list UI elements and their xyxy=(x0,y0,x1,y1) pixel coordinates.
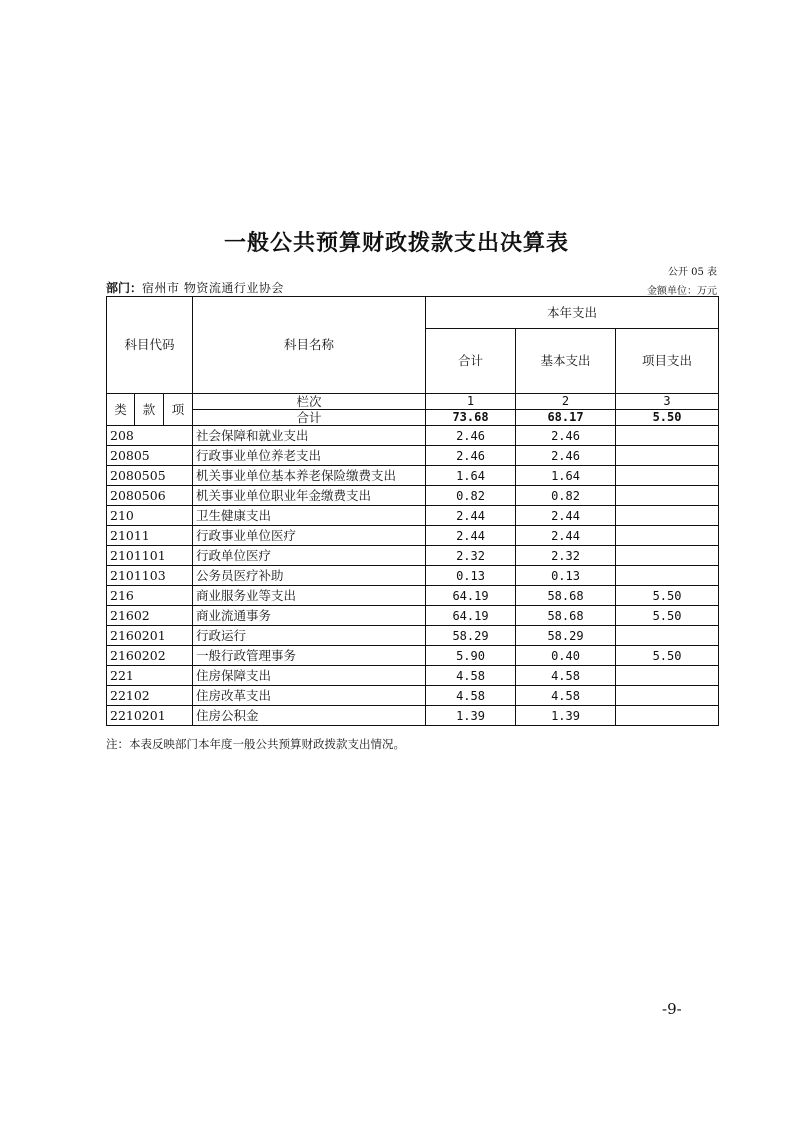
header-total: 合计 xyxy=(426,329,516,394)
report-title: 一般公共预算财政拨款支出决算表 xyxy=(223,231,569,256)
table-row xyxy=(107,586,719,606)
sum-basic: 68.17 xyxy=(516,410,616,426)
row-project xyxy=(616,486,719,506)
column-index-label: 栏次 xyxy=(193,394,426,410)
row-basic: 1.64 xyxy=(516,466,616,486)
row-basic: 0.13 xyxy=(516,566,616,586)
row-total: 58.29 xyxy=(426,626,516,646)
row-subject-name: 社会保障和就业支出 xyxy=(193,426,426,446)
row-code: 216 xyxy=(107,586,193,606)
row-project xyxy=(616,566,719,586)
row-basic: 4.58 xyxy=(516,686,616,706)
sum-total: 73.68 xyxy=(426,410,516,426)
row-code: 2101103 xyxy=(107,566,193,586)
row-project: 5.50 xyxy=(616,586,719,606)
row-total: 2.46 xyxy=(426,446,516,466)
row-subject-name: 商业流通事务 xyxy=(193,606,426,626)
row-basic: 0.82 xyxy=(516,486,616,506)
row-total: 4.58 xyxy=(426,686,516,706)
row-subject-name: 住房改革支出 xyxy=(193,686,426,706)
row-total: 1.64 xyxy=(426,466,516,486)
header-current-year-expenditure: 本年支出 xyxy=(426,297,719,329)
table-row xyxy=(107,466,719,486)
header-xiang: 项 xyxy=(164,394,193,426)
row-total: 0.13 xyxy=(426,566,516,586)
page-number: -9- xyxy=(662,1000,682,1018)
row-project xyxy=(616,426,719,446)
table-row xyxy=(107,646,719,666)
row-basic: 0.40 xyxy=(516,646,616,666)
row-code: 20805 xyxy=(107,446,193,466)
row-code: 208 xyxy=(107,426,193,446)
row-subject-name: 行政事业单位养老支出 xyxy=(193,446,426,466)
row-code: 2160202 xyxy=(107,646,193,666)
row-code: 21602 xyxy=(107,606,193,626)
row-total: 2.46 xyxy=(426,426,516,446)
row-project: 5.50 xyxy=(616,646,719,666)
row-basic: 58.68 xyxy=(516,586,616,606)
department-label: 部门： xyxy=(106,281,143,295)
row-total: 2.32 xyxy=(426,546,516,566)
header-lei: 类 xyxy=(107,394,135,426)
row-total: 2.44 xyxy=(426,506,516,526)
row-subject-name: 卫生健康支出 xyxy=(193,506,426,526)
row-total: 64.19 xyxy=(426,606,516,626)
table-row xyxy=(107,486,719,506)
table-row xyxy=(107,526,719,546)
header-basic-expenditure: 基本支出 xyxy=(516,329,616,394)
table-row xyxy=(107,506,719,526)
row-project xyxy=(616,446,719,466)
row-project xyxy=(616,526,719,546)
row-basic: 4.58 xyxy=(516,666,616,686)
row-code: 2160201 xyxy=(107,626,193,646)
row-code: 2080506 xyxy=(107,486,193,506)
row-code: 221 xyxy=(107,666,193,686)
row-subject-name: 公务员医疗补助 xyxy=(193,566,426,586)
row-code: 21011 xyxy=(107,526,193,546)
sum-project: 5.50 xyxy=(616,410,719,426)
table-row xyxy=(107,706,719,726)
header-project-expenditure: 项目支出 xyxy=(616,329,719,394)
row-project xyxy=(616,546,719,566)
row-subject-name: 行政单位医疗 xyxy=(193,546,426,566)
row-code: 2210201 xyxy=(107,706,193,726)
row-code: 2101101 xyxy=(107,546,193,566)
row-project xyxy=(616,706,719,726)
row-project xyxy=(616,686,719,706)
sum-label: 合计 xyxy=(193,410,426,426)
row-total: 0.82 xyxy=(426,486,516,506)
row-subject-name: 机关事业单位职业年金缴费支出 xyxy=(193,486,426,506)
table-row xyxy=(107,626,719,646)
row-project: 5.50 xyxy=(616,606,719,626)
row-subject-name: 机关事业单位基本养老保险缴费支出 xyxy=(193,466,426,486)
row-code: 22102 xyxy=(107,686,193,706)
row-total: 1.39 xyxy=(426,706,516,726)
amount-unit: 金额单位：万元 xyxy=(647,286,717,297)
table-row xyxy=(107,426,719,446)
row-subject-name: 商业服务业等支出 xyxy=(193,586,426,606)
header-subject-code: 科目代码 xyxy=(107,297,193,394)
row-total: 64.19 xyxy=(426,586,516,606)
row-project xyxy=(616,626,719,646)
row-project xyxy=(616,666,719,686)
row-code: 2080505 xyxy=(107,466,193,486)
row-basic: 2.46 xyxy=(516,426,616,446)
table-row xyxy=(107,666,719,686)
table-row xyxy=(107,546,719,566)
row-project xyxy=(616,466,719,486)
row-basic: 58.68 xyxy=(516,606,616,626)
header-subject-name: 科目名称 xyxy=(193,297,426,394)
row-code: 210 xyxy=(107,506,193,526)
department-name: 宿州市 物资流通行业协会 xyxy=(142,281,284,295)
row-subject-name: 行政运行 xyxy=(193,626,426,646)
row-total: 4.58 xyxy=(426,666,516,686)
row-total: 2.44 xyxy=(426,526,516,546)
row-basic: 1.39 xyxy=(516,706,616,726)
header-kuan: 款 xyxy=(135,394,164,426)
row-total: 5.90 xyxy=(426,646,516,666)
row-basic: 2.46 xyxy=(516,446,616,466)
table-note: 注：本表反映部门本年度一般公共预算财政拨款支出情况。 xyxy=(106,737,405,751)
table-row xyxy=(107,606,719,626)
table-row xyxy=(107,446,719,466)
row-basic: 58.29 xyxy=(516,626,616,646)
row-subject-name: 行政事业单位医疗 xyxy=(193,526,426,546)
row-basic: 2.32 xyxy=(516,546,616,566)
department-line xyxy=(106,279,284,296)
row-basic: 2.44 xyxy=(516,506,616,526)
form-number: 公开 05 表 xyxy=(667,267,717,278)
table-row xyxy=(107,686,719,706)
row-basic: 2.44 xyxy=(516,526,616,546)
table-row xyxy=(107,566,719,586)
row-subject-name: 住房公积金 xyxy=(193,706,426,726)
expenditure-table xyxy=(106,296,719,726)
column-index-3: 3 xyxy=(616,394,719,410)
column-index-2: 2 xyxy=(516,394,616,410)
row-project xyxy=(616,506,719,526)
row-subject-name: 一般行政管理事务 xyxy=(193,646,426,666)
column-index-1: 1 xyxy=(426,394,516,410)
row-subject-name: 住房保障支出 xyxy=(193,666,426,686)
